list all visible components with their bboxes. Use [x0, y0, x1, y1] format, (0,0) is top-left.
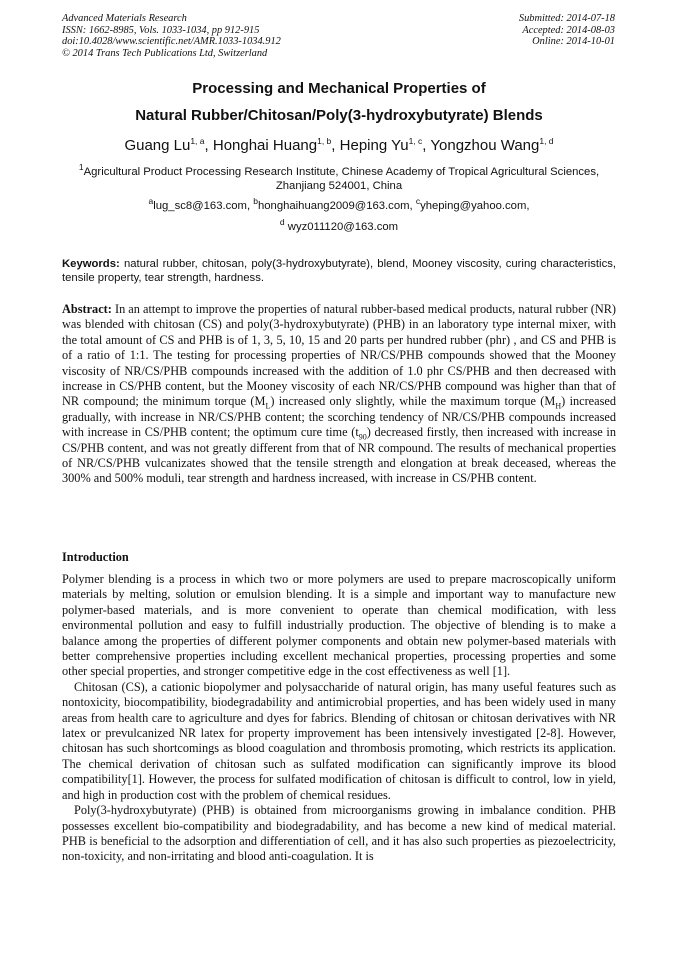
keywords-text: natural rubber, chitosan, poly(3-hydroxybutyrate), blend, Mooney viscosity, curing characteristics, tensile property, tear strength, hardness.	[62, 258, 616, 285]
journal-header-left	[62, 13, 281, 59]
online-date: Online: 2014-10-01	[532, 36, 615, 48]
copyright-line: © 2014 Trans Tech Publications Ltd, Switzerland	[62, 47, 268, 59]
author-name: Honghai Huang	[212, 137, 318, 154]
author-sup: 1, d	[539, 136, 554, 146]
abstract-label: Abstract:	[62, 302, 112, 316]
introduction-heading: Introduction	[62, 550, 129, 564]
affiliation-text: Agricultural Product Processing Research Institute, Chinese Academy of Tropical Agricultural Sciences, Zhanjiang 524001, China	[83, 166, 600, 193]
email-link[interactable]: wyz011120@163.com	[287, 221, 399, 233]
abstract-text: ) decreased firstly, then increased with increase in CS/PHB content, and was not greatly different from that of NR compound. The results of mechanical properties of NR/CS/PHB vulcanizates showed that the tensile strength and elongation at break deceased, whereas the 300% and 500% moduli, tear strength and hardness increased, with increase in CS/PHB content.	[62, 425, 616, 486]
author-name: Yongzhou Wang	[430, 137, 540, 154]
author-name: Guang Lu	[124, 137, 191, 154]
email-link[interactable]: yheping@yahoo.com	[420, 200, 527, 212]
author-list: Guang Lu$^{1, a}$, Honghai Huang$^{1, b}$, Heping Yu$^{1, c}$, Yongzhou Wang$^{1, d}$	[124, 136, 554, 154]
email-sup: c	[415, 196, 421, 207]
submitted-date: Submitted: 2014-07-18	[518, 13, 615, 24]
abstract-subscript: 90	[358, 432, 367, 442]
journal-header-right	[519, 13, 615, 48]
email-link[interactable]: lug_sc8@163.com	[153, 200, 247, 212]
journal-name: Advanced Materials Research	[62, 13, 187, 24]
author-name: Heping Yu	[339, 137, 409, 154]
abstract-text: In an attempt to improve the properties of natural rubber-based medical products, natural rubber (NR) was blended with chitosan (CS) and poly(3-hydroxybutyrate) (PHB) in an laboratory type internal mixer, with the total amount of CS and PHB is of 1, 3, 5, 10, 15 and 20 parts per hundred rubber (phr) , and CS and PHB is of a ratio of 1:1. The testing for processing properties of NR/CS/PHB compounds showed that the Mooney viscosity of NR/CS/PHB compounds increased with the addition of 1.0 phr CS/PHB and then decreased with increase in CS/PHB content, but the Mooney viscosity of each NR/CS/PHB compound was higher than that of NR compound; the minimum torque (M	[62, 302, 616, 409]
keywords-block	[62, 257, 616, 286]
paper-title-line-1: Processing and Mechanical Properties of	[192, 80, 486, 97]
issn-line: ISSN: 1662-8985, Vols. 1033-1034, pp 912-915	[62, 24, 260, 36]
email-sup: d	[279, 217, 285, 228]
email-sup: b	[253, 196, 258, 207]
introduction-body	[62, 572, 616, 865]
abstract-text: ) increased only slightly, while the maximum torque (M	[270, 394, 556, 409]
affiliation	[62, 162, 616, 193]
paragraph: Poly(3-hydroxybutyrate) (PHB) is obtained from microorganisms growing in imbalance condition. PHB possesses excellent bio-compatibility and biodegradability, and has become a new kind of medical material. PHB is beneficial to the adsorption and differentiation of cell, and it has also such properties as piezoelectricity, non-toxicity, and non-irritating and blood anti-coagulation. It is	[62, 803, 616, 864]
paragraph: Polymer blending is a process in which two or more polymers are used to prepare macroscopically uniform materials by melting, solution or emulsion blending. It is a simple and important way to manufacture new polymer-based materials, and is more convenient to operate than chemical modification, with less environmental pollution and easy to fulfill industrially production. The objective of blending is to make a balance among the properties of different polymer components and obtain new polymer-based materials with better comprehensive properties including excellent mechanical properties, processing properties and some other special properties, and stronger competitive edge in the cost effectiveness as well [1].	[62, 572, 616, 679]
paper-title-line-2: Natural Rubber/Chitosan/Poly(3-hydroxybutyrate) Blends	[135, 107, 543, 124]
abstract-subscript: H	[555, 401, 562, 411]
author-sup: 1, c	[408, 136, 423, 146]
paragraph: Chitosan (CS), a cationic biopolymer and polysaccharide of natural origin, has many useful features such as nontoxicity, biocompatibility, biodegradability and antimicrobial properties, and has been widely used in many areas from health care to agriculture and dyes for fabrics. Blending of chitosan or chitosan derivatives with NR latex or prevulcanized NR latex for property improvement has been intensively investigated [2-8]. However, chitosan has such shortcomings as blood coagulation and thrombosis promoting, which restricts its application. The chemical derivation of chitosan such as sulfated modification can significantly improve its blood compatibility[1]. However, the process for sulfated modification of chitosan is difficult to control, low in yield, and high in production cost with the problem of chemical residues.	[62, 679, 616, 802]
doi-line: doi:10.4028/www.scientific.net/AMR.1033-1034.912	[62, 36, 281, 48]
affiliation-sup: 1	[78, 162, 84, 173]
accepted-date: Accepted: 2014-08-03	[522, 24, 615, 36]
email-line-2	[40, 217, 638, 233]
abstract-text: ) increased gradually, with increase in NR/CS/PHB content; the scorching tendency of NR/CS/PHB compounds increased with increase in CS/PHB content; the optimum cure time (t	[62, 394, 616, 440]
email-link[interactable]: honghaihuang2009@163.com	[257, 200, 410, 212]
author-sup: 1, b	[317, 136, 332, 146]
keywords-label: Keywords:	[62, 258, 120, 270]
author-sup: 1, a	[190, 136, 205, 146]
email-sup: a	[148, 196, 154, 207]
email-line-1: $^a$lug_sc8@163.com, $^b$honghaihuang2009@163.com, $^c$yheping@yahoo.com,	[148, 196, 530, 212]
abstract-subscript: L	[265, 401, 271, 411]
abstract-block	[62, 302, 616, 487]
